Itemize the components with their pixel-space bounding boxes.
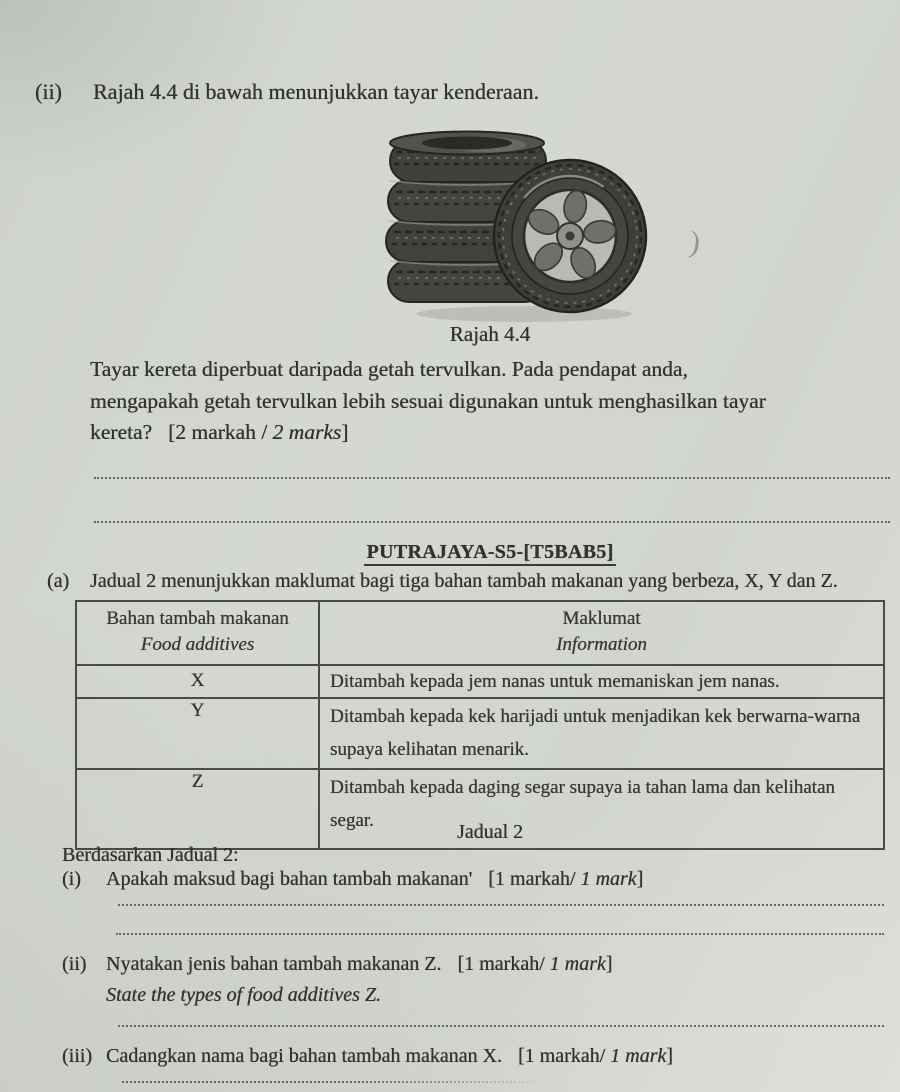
row-info: Ditambah kepada kek harijadi untuk menjadikan kek berwarna-warna supaya kelihatan menarik. xyxy=(319,698,884,769)
header-information-cell: Maklumat Information xyxy=(319,601,884,665)
answer-dotted-line xyxy=(122,1081,552,1083)
item-i-marker: (i) xyxy=(62,868,81,890)
part-a-text: Jadual 2 menunjukkan maklumat bagi tiga bahan tambah makanan yang berbeza, X, Y dan Z. xyxy=(90,570,838,592)
row-info: Ditambah kepada daging segar supaya ia tahan lama dan kelihatan segar. xyxy=(319,769,884,849)
question-ii-marker: (ii) xyxy=(35,79,62,104)
table-row xyxy=(76,665,884,698)
marks-label: [1 markah/ xyxy=(488,868,581,890)
table-header-row xyxy=(76,601,884,665)
answer-dotted-line xyxy=(116,933,884,935)
based-on-text: Berdasarkan Jadual 2: xyxy=(62,844,239,866)
item-i-row xyxy=(62,868,892,891)
question-ii-row xyxy=(35,79,865,105)
item-i-text: Apakah maksud bagi bahan tambah makanan' [1 markah/ 1 mark] xyxy=(106,868,644,890)
tyres-image xyxy=(372,130,648,326)
table-caption: Jadual 2 xyxy=(456,821,524,843)
source-header: PUTRAJAYA-S5-[T5BAB5] xyxy=(80,541,900,564)
table-row xyxy=(76,698,884,769)
part-a-marker: (a) xyxy=(47,570,70,592)
item-ii-row xyxy=(62,953,892,976)
header-additives-cell: Bahan tambah makanan Food additives xyxy=(76,601,319,665)
row-label: X xyxy=(76,665,319,698)
scan-smudge-artifact: ) xyxy=(687,225,703,260)
row-info: Ditambah kepada jem nanas untuk memaniskan jem nanas. xyxy=(319,665,884,698)
body-line-2: mengapakah getah tervulkan lebih sesuai digunakan untuk menghasilkan tayar xyxy=(90,388,766,413)
answer-dotted-line xyxy=(94,477,890,479)
row-label: Y xyxy=(76,698,319,769)
item-iii-marker: (iii) xyxy=(62,1045,92,1067)
item-ii-english-text: State the types of food additives Z. xyxy=(106,984,381,1006)
body-line-3: kereta? [2 markah / 2 marks] xyxy=(90,420,349,444)
part-a-row xyxy=(47,570,897,593)
marks-label: [1 markah/ xyxy=(457,953,550,975)
question-body xyxy=(90,354,900,449)
item-iii-text: Cadangkan nama bagi bahan tambah makanan X. [1 markah/ 1 mark] xyxy=(106,1045,673,1067)
answer-dotted-line xyxy=(118,1025,884,1027)
item-ii-marker: (ii) xyxy=(62,953,87,975)
marks-label: [2 markah / xyxy=(168,420,273,444)
figure-caption: Rajah 4.4 xyxy=(449,322,531,346)
body-line-1: Tayar kereta diperbuat daripada getah tervulkan. Pada pendapat anda, xyxy=(90,357,688,381)
answer-dotted-line xyxy=(118,904,884,906)
question-ii-text: Rajah 4.4 di bawah menunjukkan tayar kenderaan. xyxy=(93,79,539,104)
marks-label: [1 markah/ xyxy=(517,1045,611,1067)
item-iii-row xyxy=(62,1045,892,1068)
item-ii-text: Nyatakan jenis bahan tambah makanan Z. [1 markah/ 1 mark] xyxy=(106,953,613,975)
answer-dotted-line xyxy=(94,521,890,523)
row-label: Z xyxy=(76,769,319,849)
food-additives-table xyxy=(75,600,885,850)
